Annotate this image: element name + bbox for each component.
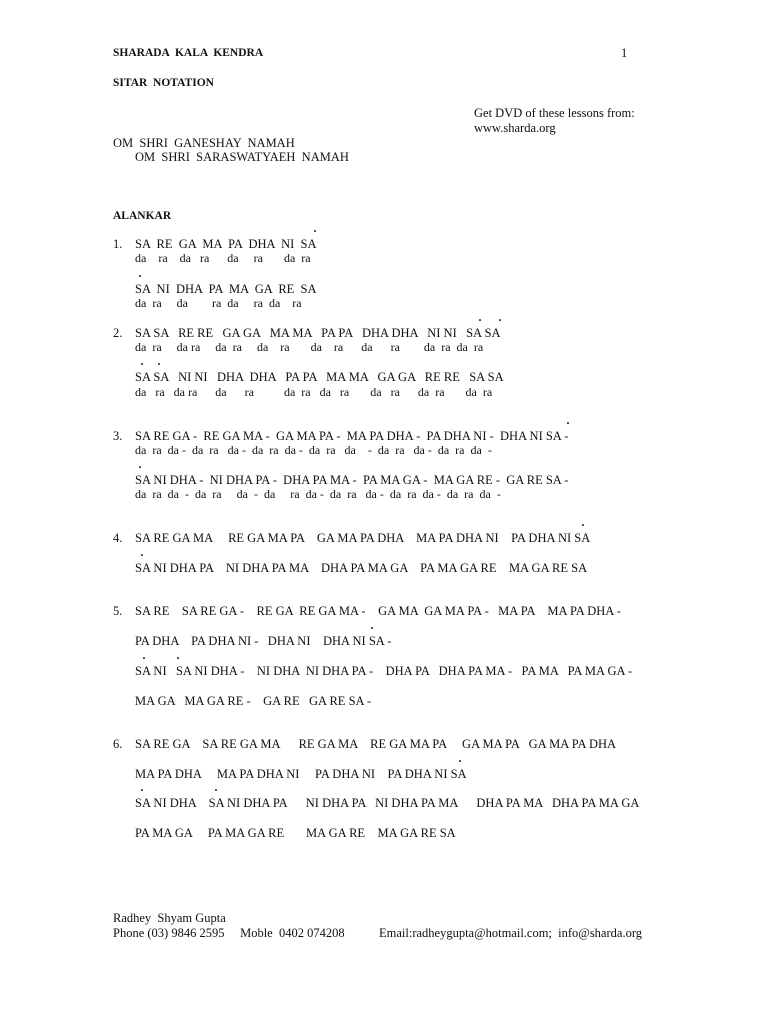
stroke-line: da ra da - da ra da - da ra da - da ra da - da ra da - da ra da - [135, 487, 501, 501]
taar-saptak-dot: · [142, 651, 147, 665]
taar-saptak-dot: · [176, 651, 181, 665]
taar-saptak-dot: · [140, 357, 145, 371]
notation-line: SA NI DHA SA NI DHA PA NI DHA PA NI DHA PA MA DHA PA MA DHA PA MA GA [135, 796, 640, 810]
notation-line: SA RE GA - RE GA MA - GA MA PA - MA PA DHA - PA DHA NI - DHA NI SA - [135, 429, 569, 443]
page-number: 1 [621, 46, 628, 60]
mandra-saptak-dot: · [138, 269, 143, 283]
taar-saptak-dot: · [581, 518, 586, 532]
dvd-note: Get DVD of these lessons from: [474, 106, 635, 120]
invocation-saraswati: OM SHRI SARASWATYAEH NAMAH [135, 150, 349, 164]
invocation-ganesh: OM SHRI GANESHAY NAMAH [113, 136, 295, 150]
document-subtitle: SITAR NOTATION [113, 77, 214, 89]
taar-saptak-dot: · [157, 357, 162, 371]
notation-line: PA DHA PA DHA NI - DHA NI DHA NI SA - [135, 634, 392, 648]
exercise-number: 5. [113, 604, 123, 618]
stroke-line: da ra da ra da ra da ra da ra da ra da ra da ra [135, 385, 493, 399]
footer-email: Email:radheygupta@hotmail.com; info@sharda.org [379, 926, 643, 940]
taar-saptak-dot: · [478, 313, 483, 327]
footer-author: Radhey Shyam Gupta [113, 911, 226, 925]
notation-line: SA RE GA SA RE GA MA RE GA MA RE GA MA PA GA MA PA GA MA PA DHA [135, 737, 617, 751]
taar-saptak-dot: · [214, 783, 219, 797]
taar-saptak-dot: · [140, 783, 145, 797]
notation-line: SA NI DHA PA NI DHA PA MA DHA PA MA GA PA MA GA RE MA GA RE SA [135, 561, 588, 575]
stroke-line: da ra da ra da ra da ra [135, 251, 311, 265]
taar-saptak-dot: · [313, 224, 318, 238]
notation-line: SA RE GA MA RE GA MA PA GA MA PA DHA MA PA DHA NI PA DHA NI SA [135, 531, 591, 545]
notation-line: PA MA GA PA MA GA RE MA GA RE MA GA RE SA [135, 826, 456, 840]
taar-saptak-dot: · [458, 754, 463, 768]
notation-line: SA SA RE RE GA GA MA MA PA PA DHA DHA NI NI SA SA [135, 326, 501, 340]
exercise-number: 4. [113, 531, 123, 545]
exercise-number: 3. [113, 429, 123, 443]
stroke-line: da ra da - da ra da - da ra da - da ra da - da ra da - da ra da - [135, 443, 492, 457]
notation-line: MA PA DHA MA PA DHA NI PA DHA NI PA DHA NI SA [135, 767, 467, 781]
notation-line: MA GA MA GA RE - GA RE GA RE SA - [135, 694, 372, 708]
notation-line: SA RE GA MA PA DHA NI SA [135, 237, 317, 251]
notation-line: SA NI DHA PA MA GA RE SA [135, 282, 317, 296]
taar-saptak-dot: · [140, 548, 145, 562]
stroke-line: da ra da ra da ra da ra da ra da ra da ra da ra [135, 340, 484, 354]
notation-line: SA RE SA RE GA - RE GA RE GA MA - GA MA GA MA PA - MA PA MA PA DHA - [135, 604, 621, 618]
notation-line: SA SA NI NI DHA DHA PA PA MA MA GA GA RE RE SA SA [135, 370, 504, 384]
dvd-website: www.sharda.org [474, 121, 556, 135]
notation-line: SA NI SA NI DHA - NI DHA NI DHA PA - DHA PA DHA PA MA - PA MA PA MA GA - [135, 664, 633, 678]
exercise-number: 2. [113, 326, 123, 340]
taar-saptak-dot: · [138, 460, 143, 474]
stroke-line: da ra da ra da ra da ra [135, 296, 302, 310]
exercise-number: 1. [113, 237, 123, 251]
exercise-number: 6. [113, 737, 123, 751]
footer-phone: Phone (03) 9846 2595 Moble 0402 074208 [113, 926, 345, 940]
section-title: ALANKAR [113, 210, 172, 222]
taar-saptak-dot: · [498, 313, 503, 327]
notation-line: SA NI DHA - NI DHA PA - DHA PA MA - PA MA GA - MA GA RE - GA RE SA - [135, 473, 569, 487]
taar-saptak-dot: · [370, 621, 375, 635]
taar-saptak-dot: · [566, 416, 571, 430]
org-name: SHARADA KALA KENDRA [113, 47, 264, 59]
